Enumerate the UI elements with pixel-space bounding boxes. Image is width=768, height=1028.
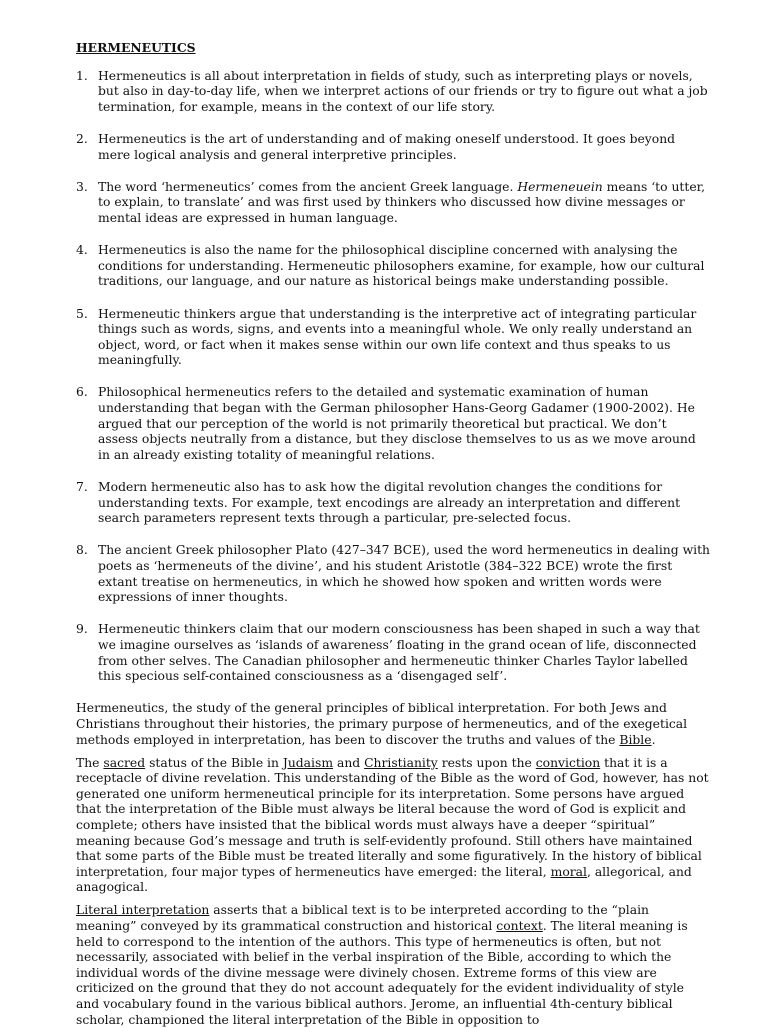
list-item <box>76 180 710 227</box>
hyperlink[interactable]: moral <box>550 864 587 879</box>
text-run: . <box>651 732 656 747</box>
body-paragraph <box>76 701 710 748</box>
text-run: . The literal meaning is held to correspond to the intention of the authors. This type of hermeneutics is often, but not necessarily, associated with belief in the verbal inspiration of the Bible, according to which the individual words of the divine message were divinely chosen. Extreme forms of this view are criticized on the ground that they do not account adequately for the evident individuality of style and vocabulary found in the various biblical authors. Jerome, an influential 4th-century biblical scholar, championed the literal interpretation of the Bible in opposition to <box>76 919 688 1027</box>
hyperlink[interactable]: Christianity <box>364 755 438 770</box>
text-run: Hermeneutic thinkers argue that understanding is the interpretive act of integrating particular things such as words, signs, and events into a meaningful whole. We only really understand an object, word, or fact when it makes sense within our own life context and thus speaks to us meaningfully. <box>98 306 697 368</box>
text-run: Hermeneutics is also the name for the philosophical discipline concerned with analysing the conditions for understanding. Hermeneutic philosophers examine, for example, how our cultural traditions, our language, and our nature as historical beings make understanding possible. <box>98 243 705 289</box>
text-run: status of the Bible in <box>145 755 283 770</box>
body-paragraph <box>76 903 710 1028</box>
hyperlink[interactable]: conviction <box>535 755 601 770</box>
body-paragraph <box>76 756 710 896</box>
hyperlink[interactable]: Bible <box>619 732 652 747</box>
list-number: 9. <box>76 622 88 637</box>
list-item-text <box>98 132 675 162</box>
hyperlink[interactable]: context <box>496 919 543 934</box>
list-item <box>76 543 710 605</box>
text-run: Hermeneutics is all about interpretation in fields of study, such as interpreting plays or novels, but also in day-to-day life, when we interpret actions of our friends or try to figure out what a job termination, for example, means in the context of our life story. <box>98 68 708 114</box>
list-item-text <box>98 622 700 683</box>
list-item <box>76 622 710 684</box>
text-run: Philosophical hermeneutics refers to the detailed and systematic examination of human understanding that began with the German philosopher Hans-Georg Gadamer (1900-2002). He argued that our perception of the world is not primarily theoretical but practical. We don’t assess objects neutrally from a distance, but they disclose themselves to us as we move around in an already existing totality of meaningful relations. <box>98 385 696 462</box>
list-item-text <box>98 543 710 604</box>
list-number: 1. <box>76 68 88 83</box>
text-run: means ‘to utter, to explain, to translate’ and was first used by thinkers who discussed how divine messages or mental ideas are expressed in human language. <box>98 179 706 225</box>
text-run: Modern hermeneutic also has to ask how the digital revolution changes the conditions for understanding texts. For example, text encodings are already an interpretation and different search parameters represent texts through a particular, pre-selected focus. <box>98 480 681 526</box>
list-item-text <box>98 243 704 288</box>
text-run: , allegorical, and anagogical. <box>76 864 692 895</box>
list-item <box>76 385 710 463</box>
list-item <box>76 132 710 163</box>
text-run: that it is a receptacle of divine revelation. This understanding of the Bible as the word of God, however, has not generated one uniform hermeneutical principle for its interpretation. Some persons have argued that the interpretation of the Bible must always be literal because the word of God is explicit and complete; others have insisted that the biblical words must always have a deeper “spiritual” meaning because God’s message and truth is self-evidently profound. Still others have maintained that some parts of the Bible must be treated literally and some figuratively. In the history of biblical interpretation, four major types of hermeneutics have emerged: the literal, <box>76 755 709 879</box>
list-number: 5. <box>76 306 88 321</box>
text-run: The <box>76 755 104 770</box>
list-item-text <box>98 307 696 368</box>
list-number: 4. <box>76 243 88 258</box>
list-item <box>76 69 710 116</box>
list-number: 7. <box>76 480 88 495</box>
list-item <box>76 480 710 527</box>
list-item-text <box>98 480 680 525</box>
list-number: 8. <box>76 543 88 558</box>
text-run: The ancient Greek philosopher Plato (427–347 BCE), used the word hermeneutics in dealing with poets as ‘hermeneuts of the divine’, and his student Aristotle (384–322 BCE) wrote the first extant treatise on hermeneutics, in which he showed how spoken and written words were expressions of inner thoughts. <box>98 543 711 605</box>
list-number: 2. <box>76 131 88 146</box>
hyperlink[interactable]: sacred <box>103 755 146 770</box>
list-item <box>76 307 710 369</box>
text-run: Hermeneutics is the art of understanding and of making oneself understood. It goes beyond mere logical analysis and general interpretive principles. <box>98 131 676 162</box>
list-item-text <box>98 69 708 114</box>
hyperlink[interactable]: Literal interpretation <box>76 903 210 918</box>
hyperlink[interactable]: Judaism <box>282 755 334 770</box>
list-number: 6. <box>76 385 88 400</box>
text-run: The word ‘hermeneutics’ comes from the ancient Greek language. <box>98 179 518 194</box>
document-title: HERMENEUTICS <box>76 40 196 55</box>
list-number: 3. <box>76 179 88 194</box>
text-run: asserts that a biblical text is to be interpreted according to the “plain meaning” conveyed by its grammatical construction and historical <box>76 903 649 934</box>
list-item-text <box>98 385 696 461</box>
list-item-text <box>98 180 705 225</box>
emphasis-text: Hermeneuein <box>517 179 603 194</box>
text-run: rests upon the <box>437 755 536 770</box>
numbered-list <box>76 69 710 685</box>
list-item <box>76 243 710 290</box>
text-run: Hermeneutics, the study of the general principles of biblical interpretation. For both Jews and Christians throughout their histories, the primary purpose of hermeneutics, and of the exegetical methods employed in interpretation, has been to discover the truths and values of the <box>76 701 688 747</box>
text-run: Hermeneutic thinkers claim that our modern consciousness has been shaped in such a way that we imagine ourselves as ‘islands of awareness’ floating in the grand ocean of life, disconnected from other selves. The Canadian philosopher and hermeneutic thinker Charles Taylor labelled this specious self-contained consciousness as a ‘disengaged self’. <box>98 622 700 684</box>
text-run: and <box>333 755 365 770</box>
